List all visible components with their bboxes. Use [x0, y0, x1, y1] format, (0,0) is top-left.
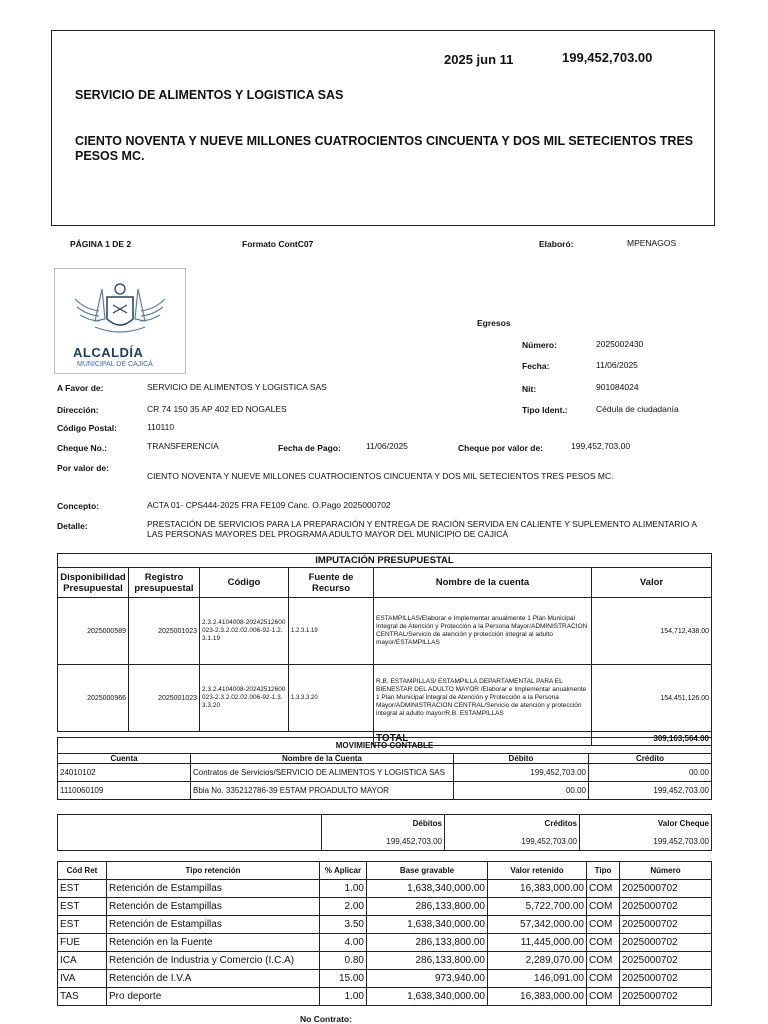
direccion-value: CR 74 150 35 AP 402 ED NOGALES — [147, 404, 287, 414]
imp-valor: 154,451,126.00 — [592, 665, 712, 732]
check-amount-words: CIENTO NOVENTA Y NUEVE MILLONES CUATROCIENTOS CINCUENTA Y DOS MIL SETECIENTOS TRES PESOS MC. — [75, 134, 694, 163]
ret-base: 1,638,340,000.00 — [367, 988, 488, 1006]
table-row — [58, 598, 712, 665]
ret-header: Base gravable — [367, 862, 488, 880]
mov-nombre: Contratos de Servicios/SERVICIO DE ALIMENTOS Y LOGISTICA SAS — [191, 764, 454, 782]
mov-credito: 00.00 — [589, 764, 712, 782]
cheque-value: TRANSFERENCIA — [147, 441, 219, 451]
sum-valor-cheque: 199,452,703.00 — [580, 833, 712, 851]
ret-tipo: Retención en la Fuente — [107, 934, 320, 952]
ret-pct: 1.00 — [320, 988, 367, 1006]
ret-valor: 57,342,000.00 — [488, 916, 587, 934]
movimiento-title: MOVIMIENTO CONTABLE — [58, 738, 712, 754]
egresos-title: Egresos — [477, 318, 511, 328]
logo-text: ALCALDÍA — [73, 345, 144, 360]
imp-disp: 2025000966 — [58, 665, 129, 732]
ret-numero: 2025000702 — [620, 934, 712, 952]
ret-pct: 0.80 — [320, 952, 367, 970]
detalle-label: Detalle: — [57, 521, 88, 531]
ret-numero: 2025000702 — [620, 988, 712, 1006]
sum-creditos: 199,452,703.00 — [445, 833, 580, 851]
favor-label: A Favor de: — [57, 383, 104, 393]
imputacion-title: IMPUTACIÓN PRESUPUESTAL — [58, 554, 712, 568]
concepto-value: ACTA 01- CPS444-2025 FRA FE109 Canc. O.Pago 2025000702 — [147, 500, 391, 510]
imp-header: Nombre de la cuenta — [374, 568, 592, 598]
imp-codigo: 2.3.2.4104008-20242512600023-2.3.2.02.02.006-92-1.3.3.3.20 — [200, 665, 289, 732]
ret-pct: 1.00 — [320, 880, 367, 898]
imp-header: Disponibilidad Presupuestal — [58, 568, 129, 598]
ret-tipo-doc: COM — [587, 934, 620, 952]
ret-numero: 2025000702 — [620, 898, 712, 916]
tipo-ident-label: Tipo Ident.: — [522, 405, 568, 415]
imp-reg: 2025001023 — [129, 598, 200, 665]
por-valor-label: Por valor de: — [57, 463, 109, 473]
fecha-pago-label: Fecha de Pago: — [278, 443, 341, 453]
ret-tipo: Retención de Estampillas — [107, 916, 320, 934]
ret-cod: ICA — [58, 952, 107, 970]
fecha-value: 11/06/2025 — [596, 360, 638, 370]
mov-cuenta: 24010102 — [58, 764, 191, 782]
table-row — [58, 970, 712, 988]
ret-pct: 15.00 — [320, 970, 367, 988]
ret-tipo: Retención de Estampillas — [107, 880, 320, 898]
ret-numero: 2025000702 — [620, 880, 712, 898]
ret-tipo: Retención de Industria y Comercio (I.C.A) — [107, 952, 320, 970]
ret-header: % Aplicar — [320, 862, 367, 880]
ret-base: 286,133,800.00 — [367, 898, 488, 916]
direccion-label: Dirección: — [57, 405, 99, 415]
mov-header: Cuenta — [58, 754, 191, 764]
imp-total-value: 309,163,564.00 — [592, 732, 712, 746]
mov-header: Nombre de la Cuenta — [191, 754, 454, 764]
sum-debitos: 199,452,703.00 — [322, 833, 445, 851]
ret-cod: EST — [58, 916, 107, 934]
ret-base: 286,133,800.00 — [367, 952, 488, 970]
imp-valor: 154,712,438.00 — [592, 598, 712, 665]
ret-header: Cód Ret — [58, 862, 107, 880]
por-valor-value: CIENTO NOVENTA Y NUEVE MILLONES CUATROCIENTOS CINCUENTA Y DOS MIL SETECIENTOS TRES PESOS MC. — [147, 471, 614, 481]
table-row — [58, 782, 712, 800]
mov-cuenta: 1110060109 — [58, 782, 191, 800]
table-row — [58, 764, 712, 782]
logo-subtext: MUNICIPAL DE CAJICÁ — [77, 361, 153, 368]
tipo-ident-value: Cédula de ciudadanía — [596, 404, 679, 414]
ret-cod: EST — [58, 880, 107, 898]
nit-label: Nit: — [522, 384, 537, 394]
fecha-pago-value: 11/06/2025 — [366, 441, 408, 451]
ret-header: Valor retenido — [488, 862, 587, 880]
ret-base: 1,638,340,000.00 — [367, 916, 488, 934]
mov-nombre: Bbia No. 335212786-39 ESTAM PROADULTO MAYOR — [191, 782, 454, 800]
format-code: Formato ContC07 — [242, 239, 314, 249]
ret-tipo-doc: COM — [587, 916, 620, 934]
ret-valor: 2,289,070.00 — [488, 952, 587, 970]
imp-header: Código — [200, 568, 289, 598]
imp-header: Valor — [592, 568, 712, 598]
ret-header: Número — [620, 862, 712, 880]
concepto-label: Concepto: — [57, 501, 100, 511]
ret-tipo-doc: COM — [587, 952, 620, 970]
mov-credito: 199,452,703.00 — [589, 782, 712, 800]
table-row — [58, 988, 712, 1006]
ret-pct: 4.00 — [320, 934, 367, 952]
retenciones-table — [57, 861, 712, 1006]
ret-cod: TAS — [58, 988, 107, 1006]
postal-value: 110110 — [147, 422, 175, 432]
movimiento-table — [57, 737, 712, 800]
mov-debito: 00.00 — [454, 782, 589, 800]
table-row — [58, 665, 712, 732]
table-row — [58, 916, 712, 934]
imp-reg: 2025001023 — [129, 665, 200, 732]
mov-header: Débito — [454, 754, 589, 764]
imp-nombre: ESTAMPILLAS/Elaborar e Implementar anualmente 1 Plan Municipal Integral de Atención y Protección a la Persona Mayor/ADMINISTRACION CENTRAL/Servicio de atención y protección integral al adulto mayor/ESTAMPILLAS — [374, 598, 592, 665]
imp-total-label: TOTAL — [374, 732, 592, 746]
fecha-label: Fecha: — [522, 361, 550, 371]
ret-tipo-doc: COM — [587, 898, 620, 916]
totals-table — [57, 814, 712, 851]
ret-valor: 11,445,000.00 — [488, 934, 587, 952]
imp-header: Registro presupuestal — [129, 568, 200, 598]
mov-header: Crédito — [589, 754, 712, 764]
imp-nombre: R.B. ESTAMPILLAS/ ESTAMPILLA DEPARTAMENTAL PARA EL BIENESTAR DEL ADULTO MAYOR /Elaborar e Implementar anualmente 1 Plan Municipal Integral de Atención y Protección a la Persona Mayor/ADMINISTRACION CENTRAL/Servicio de atención y protección integral al adulto mayor/R.B. ESTAMPILLAS — [374, 665, 592, 732]
contrato-label: No Contrato: — [300, 1014, 352, 1024]
cheque-valor-label: Cheque por valor de: — [458, 443, 544, 453]
ret-pct: 2.00 — [320, 898, 367, 916]
cheque-label: Cheque No.: — [57, 443, 108, 453]
imp-fuente: 1.3.3.3.20 — [289, 665, 374, 732]
ret-tipo: Retención de Estampillas — [107, 898, 320, 916]
ret-valor: 146,091.00 — [488, 970, 587, 988]
ret-header: Tipo retención — [107, 862, 320, 880]
sum-header: Débitos — [322, 815, 445, 833]
ret-numero: 2025000702 — [620, 970, 712, 988]
ret-cod: IVA — [58, 970, 107, 988]
table-row — [58, 880, 712, 898]
postal-label: Código Postal: — [57, 423, 117, 433]
imp-fuente: 1.2.3.1.19 — [289, 598, 374, 665]
ret-tipo: Retención de I.V.A — [107, 970, 320, 988]
ret-tipo-doc: COM — [587, 970, 620, 988]
numero-value: 2025002430 — [596, 339, 644, 349]
check-payee: SERVICIO DE ALIMENTOS Y LOGISTICA SAS — [75, 88, 344, 102]
ret-valor: 16,383,000.00 — [488, 880, 587, 898]
ret-tipo-doc: COM — [587, 880, 620, 898]
check-date: 2025 jun 11 — [444, 52, 514, 67]
mov-debito: 199,452,703.00 — [454, 764, 589, 782]
ret-cod: FUE — [58, 934, 107, 952]
check-amount: 199,452,703.00 — [562, 50, 653, 65]
numero-label: Número: — [522, 340, 557, 350]
sum-header: Valor Cheque — [580, 815, 712, 833]
table-row — [58, 934, 712, 952]
page-indicator: PÁGINA 1 DE 2 — [70, 239, 132, 249]
ret-tipo-doc: COM — [587, 988, 620, 1006]
ret-base: 1,638,340,000.00 — [367, 880, 488, 898]
ret-pct: 3.50 — [320, 916, 367, 934]
sum-header: Créditos — [445, 815, 580, 833]
ret-numero: 2025000702 — [620, 952, 712, 970]
table-row — [58, 952, 712, 970]
ret-tipo: Pro deporte — [107, 988, 320, 1006]
table-row — [58, 898, 712, 916]
detalle-value: PRESTACIÓN DE SERVICIOS PARA LA PREPARACIÓN Y ENTREGA DE RACIÓN SERVIDA EN CALIENTE Y SUPLEMENTO ALIMENTARIO A LAS PERSONAS MAYORES DEL PROGRAMA ADULTO MAYOR DEL MUNICIPIO DE CAJICÁ — [147, 519, 697, 539]
ret-base: 973,940.00 — [367, 970, 488, 988]
favor-value: SERVICIO DE ALIMENTOS Y LOGISTICA SAS — [147, 382, 327, 392]
imp-codigo: 2.3.2.4104008-20242512600023-2.3.2.02.02.006-92-1.2.3.1.19 — [200, 598, 289, 665]
ret-valor: 16,383,000.00 — [488, 988, 587, 1006]
prepared-value: MPENAGOS — [627, 238, 677, 248]
ret-base: 286,133,800.00 — [367, 934, 488, 952]
cheque-valor-value: 199,452,703.00 — [571, 441, 631, 451]
imputacion-table — [57, 553, 712, 746]
ret-cod: EST — [58, 898, 107, 916]
ret-numero: 2025000702 — [620, 916, 712, 934]
imp-disp: 2025000589 — [58, 598, 129, 665]
ret-header: Tipo — [587, 862, 620, 880]
imp-header: Fuente de Recurso — [289, 568, 374, 598]
ret-valor: 5,722,700.00 — [488, 898, 587, 916]
prepared-label: Elaboró: — [539, 239, 574, 249]
nit-value: 901084024 — [596, 382, 639, 392]
